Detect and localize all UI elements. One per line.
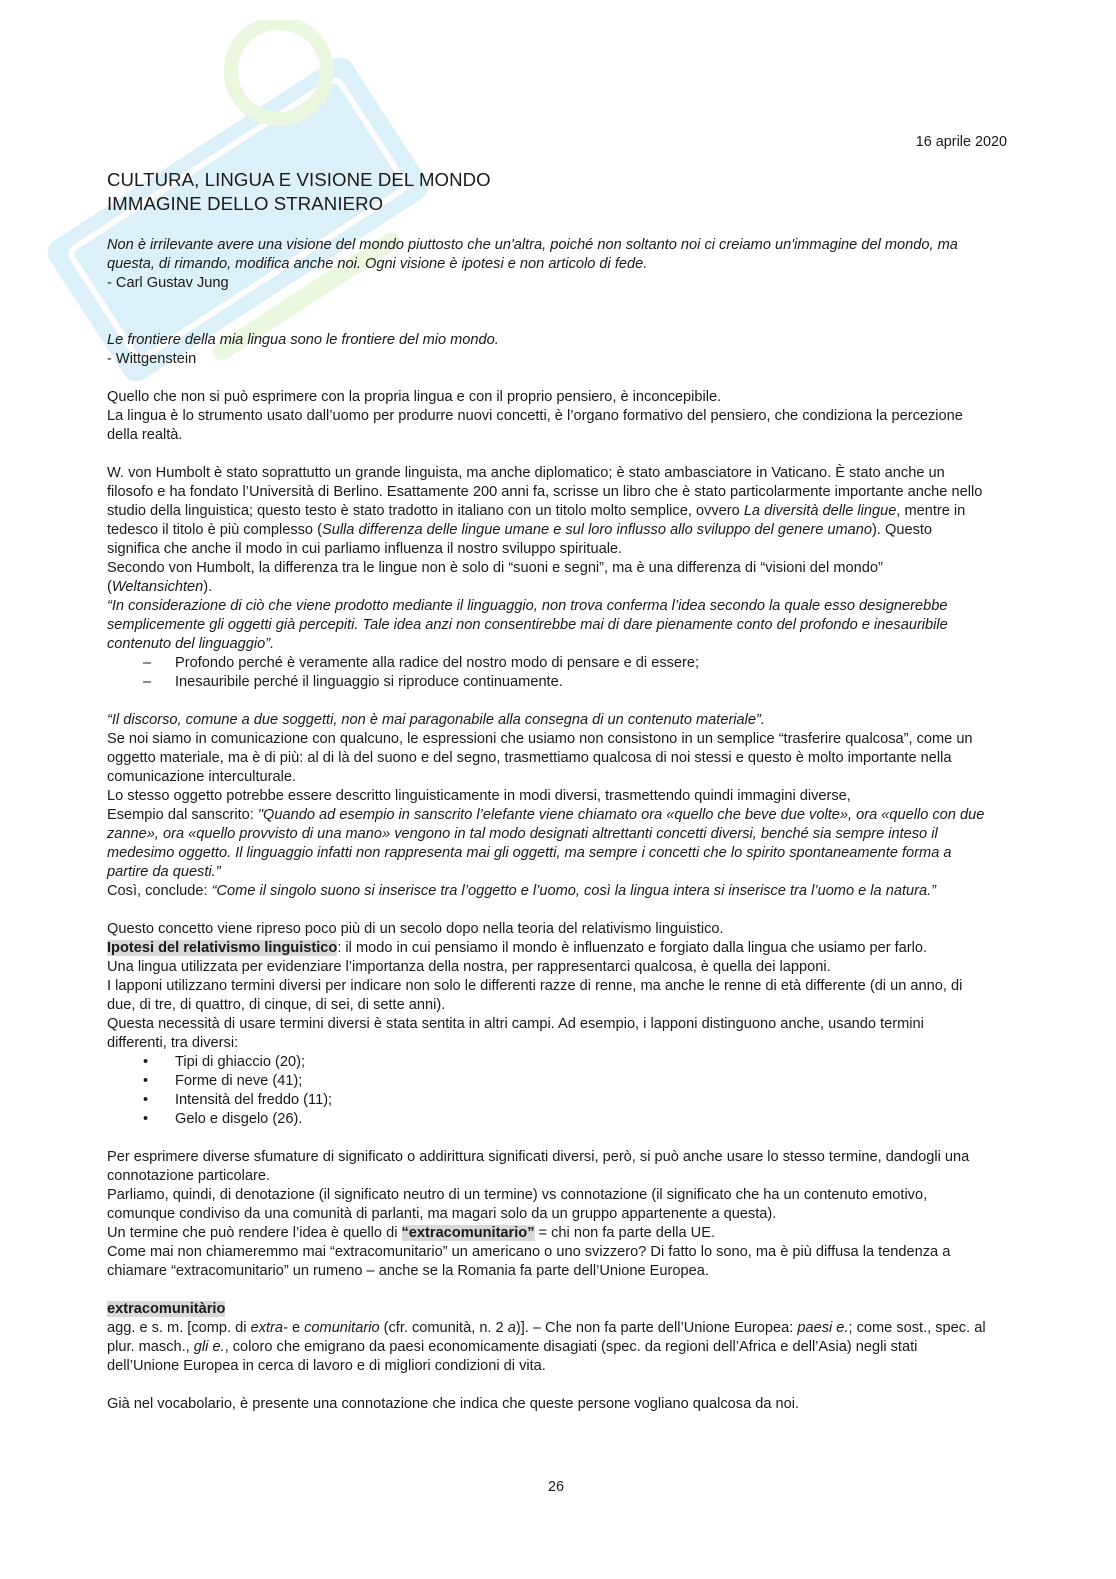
sanscrito-example: Esempio dal sanscrito: "Quando ad esempio in sanscrito l’elefante viene chiamato ora «quello che beve due volte», ora «quello con due zanne», ora «quello provvisto di una mano» vengono in tal modo designati altrettanti concetti diversi, benché sia sempre inteso il medesimo oggetto. Il linguaggio infatti non rappresenta mai gli oggetti, ma sempre i concetti che lo spirito spontaneamente forma a partire da questi.” xyxy=(107,807,985,880)
jung-author: - Carl Gustav Jung xyxy=(107,275,229,291)
intro-paragraph-2: La lingua è lo strumento usato dall’uomo per produrre nuovi concetti, è l’organo formativo del pensiero, che condiziona la percezione della realtà. xyxy=(107,408,963,443)
connotazione-paragraph-3: Un termine che può rendere l’idea è quello di “extracomunitario” = chi non fa parte della UE. xyxy=(107,1225,716,1241)
relativismo-paragraph-2: Una lingua utilizzata per evidenziare l’importanza della nostra, per rappresentarci qualcosa, è quella dei lapponi. xyxy=(107,959,831,975)
relativismo-definition: Ipotesi del relativismo linguistico: il modo in cui pensiamo il mondo è influenzato e forgiato dalla lingua che usiamo per farlo. xyxy=(107,940,928,956)
discorso-quote: “Il discorso, comune a due soggetti, non è mai paragonabile alla consegna di un contenuto materiale”. xyxy=(107,712,765,728)
document-date: 16 aprile 2020 xyxy=(915,134,1007,150)
conclusion-paragraph: Già nel vocabolario, è presente una connotazione che indica che queste persone vogliano qualcosa da noi. xyxy=(107,1396,800,1412)
lapponi-list xyxy=(107,1053,987,1129)
humbolt-list xyxy=(107,654,987,692)
connotazione-paragraph-4: Come mai non chiameremmo mai “extracomunitario” un americano o uno svizzero? Di fatto lo sono, ma è più diffusa la tendenza a chiamare “extracomunitario” un rumeno – anche se la Romania fa parte dell’Unione Europea. xyxy=(107,1244,951,1279)
relativismo-paragraph-1: Questo concetto viene ripreso poco più di un secolo dopo nella teoria del relativismo linguistico. xyxy=(107,921,724,937)
humbolt-paragraph-1: W. von Humbolt è stato soprattutto un grande linguista, ma anche diplomatico; è stato ambasciatore in Vaticano. È stato anche un filosofo e ha fondato l’Università di Berlino. Esattamente 200 anni fa, scrisse un libro che è stato particolarmente importante anche nello studio della linguistica; questo testo è stato tradotto in italiano con un titolo molto semplice, ovvero La diversità delle lingue, mentre in tedesco il titolo è più complesso (Sulla differenza delle lingue umane e sul loro influsso allo sviluppo del genere umano). Questo significa che anche il modo in cui parliamo influenza il nostro sviluppo spirituale. xyxy=(107,465,983,557)
title-line-2: IMMAGINE DELLO STRANIERO xyxy=(107,193,384,214)
relativismo-paragraph-3: I lapponi utilizzano termini diversi per indicare non solo le differenti razze di renne, ma anche le renne di età differente (di un anno, di due, di tre, di quattro, di cinque, di sei, di sette anni). xyxy=(107,978,963,1013)
highlighted-term: Ipotesi del relativismo linguistico xyxy=(107,940,338,956)
dictionary-definition: agg. e s. m. [comp. di extra- e comunitario (cfr. comunità, n. 2 a)]. – Che non fa parte dell’Unione Europea: paesi e.; come sost., spec. al plur. masch., gli e., coloro che emigrano da paesi economicamente disagiati (spec. da regioni dell’Africa e dell’Asia) negli stati dell’Unione Europea in cerca di lavoro e di migliori condizioni di vita. xyxy=(107,1320,986,1374)
humbolt-quote: “In considerazione di ciò che viene prodotto mediante il linguaggio, non trova conferma l’idea secondo la quale esso designerebbe semplicemente gli oggetti già percepiti. Tale idea anzi non consentirebbe mai di dare pienamente conto del profondo e inesauribile contenuto del linguaggio”. xyxy=(107,598,948,652)
document-title xyxy=(107,168,491,216)
dictionary-headword: extracomunitàrio xyxy=(107,1301,226,1317)
highlighted-term: “extracomunitario” xyxy=(401,1225,535,1241)
wittgenstein-author: - Wittgenstein xyxy=(107,351,197,367)
humbolt-paragraph-2: Secondo von Humbolt, la differenza tra le lingue non è solo di “suoni e segni”, ma è una differenza di “visioni del mondo” (Weltansichten). xyxy=(107,560,883,595)
jung-quote: Non è irrilevante avere una visione del mondo piuttosto che un'altra, poiché non soltanto noi ci creiamo un'immagine del mondo, ma questa, di rimando, modifica anche noi. Ogni visione è ipotesi e non articolo di fede. xyxy=(107,237,958,272)
list-item: • Gelo e disgelo (26). xyxy=(107,1110,987,1129)
intro-paragraph-1: Quello che non si può esprimere con la propria lingua e con il proprio pensiero, è inconcepibile. xyxy=(107,389,722,405)
connotazione-paragraph-1: Per esprimere diverse sfumature di significato o addirittura significati diversi, però, si può anche usare lo stesso termine, dandogli una connotazione particolare. xyxy=(107,1149,970,1184)
wittgenstein-quote: Le frontiere della mia lingua sono le frontiere del mio mondo. xyxy=(107,332,499,348)
list-item: – Profondo perché è veramente alla radice del nostro modo di pensare e di essere; xyxy=(107,654,987,673)
title-line-1: CULTURA, LINGUA E VISIONE DEL MONDO xyxy=(107,169,491,190)
list-item: • Tipi di ghiaccio (20); xyxy=(107,1053,987,1072)
list-item: – Inesauribile perché il linguaggio si riproduce continuamente. xyxy=(107,673,987,692)
conclusion-quote: Così, conclude: “Come il singolo suono si inserisce tra l’oggetto e l’uomo, così la lingua intera si inserisce tra l’uomo e la natura.” xyxy=(107,883,937,899)
discorso-paragraph-1: Se noi siamo in comunicazione con qualcuno, le espressioni che usiamo non consistono in un semplice “trasferire qualcosa”, come un oggetto materiale, ma è di più: al di là del suono e del segno, trasmettiamo qualcosa di noi stessi e questo è molto importante nella comunicazione interculturale. xyxy=(107,731,973,785)
connotazione-paragraph-2: Parliamo, quindi, di denotazione (il significato neutro di un termine) vs connotazione (il significato che ha un contenuto emotivo, comunque condiviso da una comunità di parlanti, ma magari solo da un gruppo appartenente a questa). xyxy=(107,1187,928,1222)
list-item: • Forme di neve (41); xyxy=(107,1072,987,1091)
discorso-paragraph-2: Lo stesso oggetto potrebbe essere descritto linguisticamente in modi diversi, trasmettendo quindi immagini diverse, xyxy=(107,788,851,804)
page-number: 26 xyxy=(547,1479,564,1495)
list-item: • Intensità del freddo (11); xyxy=(107,1091,987,1110)
relativismo-paragraph-4: Questa necessità di usare termini diversi è stata sentita in altri campi. Ad esempio, i lapponi distinguono anche, usando termini differenti, tra diversi: xyxy=(107,1016,924,1051)
document-body xyxy=(107,236,987,1414)
